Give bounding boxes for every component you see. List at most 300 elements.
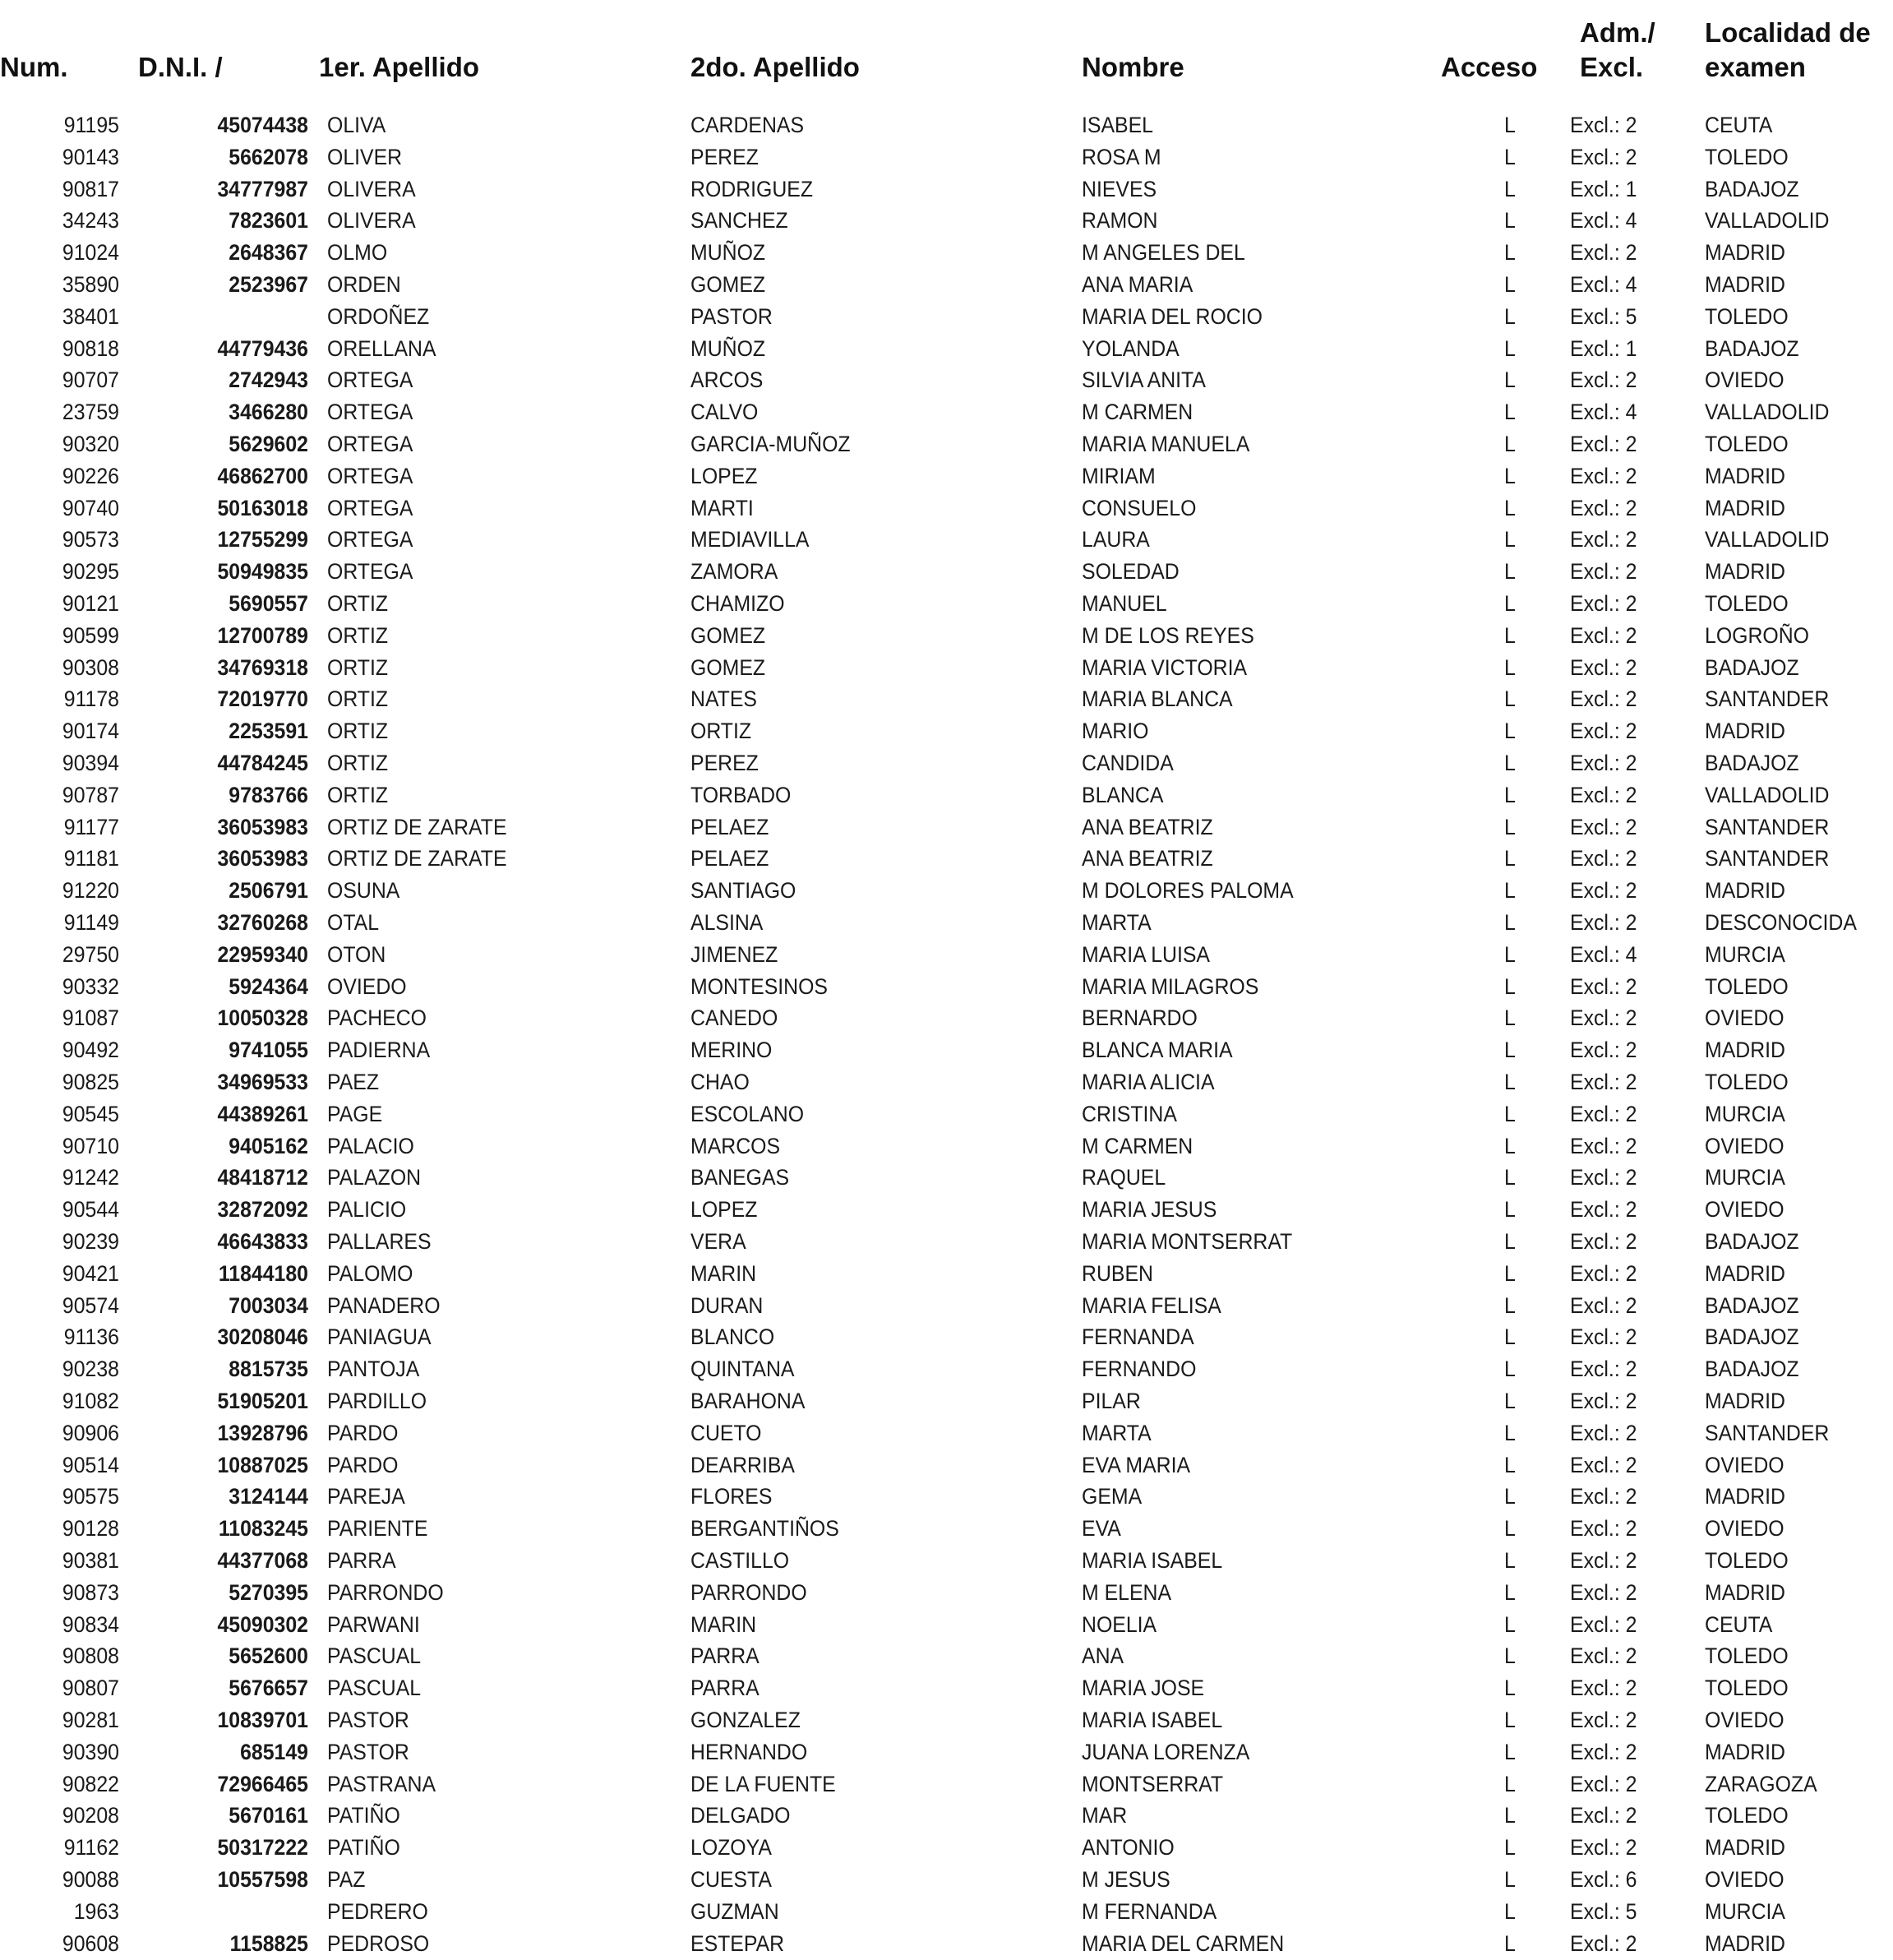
cell-first-surname: ORTIZ: [327, 591, 389, 616]
cell-access: L: [1504, 1389, 1516, 1413]
cell-adm-excl: Excl.: 2: [1570, 1835, 1637, 1861]
cell-exam-location: MADRID: [1705, 878, 1785, 904]
cell-name: FERNANDO: [1082, 1357, 1197, 1382]
cell-num: 90808: [62, 1643, 119, 1669]
cell-second-surname: QUINTANA: [690, 1357, 795, 1382]
cell-name: RAQUEL: [1082, 1165, 1166, 1190]
cell-second-surname: CUETO: [690, 1420, 762, 1445]
table-row: [0, 1832, 1893, 1864]
cell-exam-location: MADRID: [1705, 1389, 1785, 1413]
cell-name: FERNANDA: [1082, 1324, 1194, 1350]
cell-adm-excl: Excl.: 2: [1570, 1070, 1637, 1094]
cell-first-surname: PAGE: [327, 1101, 383, 1126]
cell-num: 90238: [62, 1357, 119, 1382]
cell-second-surname: GOMEZ: [690, 654, 766, 680]
cell-first-surname: ORTIZ DE ZARATE: [327, 846, 507, 871]
table-row: [0, 556, 1893, 588]
cell-name: BLANCA MARIA: [1082, 1038, 1233, 1063]
header-adm-excl-line2: Excl.: [1580, 52, 1644, 82]
cell-exam-location: MADRID: [1705, 719, 1785, 744]
cell-first-surname: PATIÑO: [327, 1803, 400, 1828]
table-row: [0, 1353, 1893, 1385]
cell-adm-excl: Excl.: 2: [1570, 495, 1637, 520]
cell-second-surname: BANEGAS: [690, 1165, 790, 1190]
cell-num: 90320: [62, 432, 119, 456]
table-row: [0, 1449, 1893, 1482]
cell-exam-location: BADAJOZ: [1705, 654, 1799, 680]
cell-num: 90143: [62, 144, 119, 169]
cell-num: 90208: [62, 1803, 119, 1828]
cell-adm-excl: Excl.: 2: [1570, 1579, 1637, 1605]
cell-second-surname: LOZOYA: [690, 1835, 772, 1861]
cell-second-surname: DURAN: [690, 1292, 764, 1318]
cell-name: ANA BEATRIZ: [1082, 814, 1213, 839]
table-row: [0, 1290, 1893, 1322]
cell-access: L: [1504, 463, 1516, 488]
cell-num: 90710: [62, 1133, 119, 1158]
cell-access: L: [1504, 176, 1516, 201]
cell-num: 90740: [62, 495, 119, 520]
cell-access: L: [1504, 1133, 1516, 1158]
cell-access: L: [1504, 782, 1516, 807]
cell-access: L: [1504, 878, 1516, 904]
cell-exam-location: OVIEDO: [1705, 1708, 1784, 1732]
cell-first-surname: ORTIZ: [327, 654, 389, 680]
cell-name: PILAR: [1082, 1389, 1141, 1413]
cell-exam-location: SANTANDER: [1705, 814, 1830, 839]
cell-exam-location: TOLEDO: [1705, 303, 1789, 329]
table-row: [0, 364, 1893, 396]
cell-second-surname: GOMEZ: [690, 622, 766, 648]
cell-exam-location: VALLADOLID: [1705, 400, 1830, 425]
cell-second-surname: MARTI: [690, 495, 754, 520]
table-row: [0, 1417, 1893, 1449]
cell-dni: 22959340: [217, 941, 308, 967]
cell-first-surname: ORTEGA: [327, 527, 413, 552]
cell-exam-location: MURCIA: [1705, 1101, 1785, 1126]
cell-num: 91220: [62, 878, 119, 904]
cell-exam-location: TOLEDO: [1705, 1070, 1789, 1094]
cell-access: L: [1504, 814, 1516, 839]
cell-second-surname: BLANCO: [690, 1324, 775, 1350]
cell-first-surname: ORTEGA: [327, 400, 413, 425]
cell-name: MARIA BLANCA: [1082, 686, 1233, 712]
cell-access: L: [1504, 495, 1516, 520]
cell-adm-excl: Excl.: 2: [1570, 622, 1637, 648]
cell-first-surname: ORTEGA: [327, 559, 413, 585]
cell-adm-excl: Excl.: 1: [1570, 176, 1637, 201]
cell-second-surname: JIMENEZ: [690, 941, 778, 967]
cell-first-surname: PASCUAL: [327, 1676, 422, 1701]
cell-first-surname: ORTIZ: [327, 686, 389, 712]
cell-adm-excl: Excl.: 2: [1570, 782, 1637, 807]
cell-access: L: [1504, 751, 1516, 775]
cell-second-surname: PARRA: [690, 1676, 760, 1701]
cell-exam-location: OVIEDO: [1705, 1133, 1784, 1158]
cell-num: 90574: [62, 1292, 119, 1318]
cell-first-surname: PARRA: [327, 1548, 396, 1573]
cell-num: 23759: [62, 400, 119, 425]
cell-name: SILVIA ANITA: [1082, 368, 1206, 393]
cell-name: M ELENA: [1082, 1579, 1172, 1605]
cell-access: L: [1504, 686, 1516, 712]
cell-adm-excl: Excl.: 2: [1570, 240, 1637, 266]
cell-num: 90308: [62, 654, 119, 680]
table-row: [0, 1896, 1893, 1928]
cell-access: L: [1504, 973, 1516, 999]
cell-first-surname: PAEZ: [327, 1070, 380, 1094]
cell-num: 90787: [62, 782, 119, 807]
cell-first-surname: PADIERNA: [327, 1038, 431, 1063]
table-row: [0, 1481, 1893, 1513]
cell-name: NIEVES: [1082, 176, 1157, 201]
cell-name: SOLEDAD: [1082, 559, 1180, 585]
cell-access: L: [1504, 1260, 1516, 1286]
cell-num: 91181: [63, 846, 119, 871]
cell-name: M ANGELES DEL: [1082, 240, 1245, 266]
cell-exam-location: OVIEDO: [1705, 1516, 1784, 1542]
table-row: [0, 588, 1893, 620]
cell-num: 90544: [62, 1197, 119, 1223]
cell-second-surname: MUÑOZ: [690, 240, 766, 266]
cell-exam-location: CEUTA: [1705, 1611, 1773, 1637]
cell-dni: 7823601: [229, 208, 308, 233]
cell-second-surname: PELAEZ: [690, 846, 769, 871]
cell-first-surname: ORTEGA: [327, 495, 413, 520]
cell-adm-excl: Excl.: 4: [1570, 208, 1637, 233]
cell-exam-location: MURCIA: [1705, 1165, 1785, 1190]
table-row: [0, 141, 1893, 173]
cell-second-surname: CASTILLO: [690, 1548, 790, 1573]
cell-first-surname: PALLARES: [327, 1229, 432, 1254]
cell-second-surname: GOMEZ: [690, 272, 766, 297]
cell-dni: 30208046: [217, 1324, 308, 1350]
cell-access: L: [1504, 1611, 1516, 1637]
cell-name: EVA: [1082, 1516, 1121, 1542]
cell-adm-excl: Excl.: 2: [1570, 1101, 1637, 1126]
cell-access: L: [1504, 272, 1516, 297]
cell-exam-location: OVIEDO: [1705, 1197, 1784, 1223]
cell-first-surname: PALICIO: [327, 1197, 407, 1223]
cell-second-surname: CHAMIZO: [690, 591, 785, 616]
cell-num: 90817: [62, 176, 119, 201]
cell-adm-excl: Excl.: 2: [1570, 1324, 1637, 1350]
table-row: [0, 109, 1893, 141]
cell-first-surname: ORTIZ: [327, 782, 389, 807]
cell-access: L: [1504, 1708, 1516, 1732]
cell-second-surname: NATES: [690, 686, 757, 712]
table-row: [0, 1704, 1893, 1736]
cell-num: 90226: [62, 463, 119, 488]
table-row: [0, 269, 1893, 301]
cell-dni: 32872092: [217, 1197, 308, 1223]
table-row: [0, 779, 1893, 811]
cell-second-surname: ESTEPAR: [690, 1930, 785, 1956]
cell-dni: 50317222: [217, 1835, 308, 1861]
cell-first-surname: PANADERO: [327, 1292, 441, 1318]
cell-dni: 34969533: [217, 1070, 308, 1094]
cell-second-surname: GONZALEZ: [690, 1708, 801, 1732]
table-row: [0, 237, 1893, 269]
cell-second-surname: PARRONDO: [690, 1579, 807, 1605]
cell-name: MARTA: [1082, 1420, 1152, 1445]
cell-first-surname: ORTIZ: [327, 751, 389, 775]
cell-exam-location: TOLEDO: [1705, 1643, 1789, 1669]
cell-second-surname: GUZMAN: [690, 1898, 779, 1924]
cell-exam-location: TOLEDO: [1705, 432, 1789, 456]
cell-dni: 44377068: [217, 1548, 308, 1573]
cell-adm-excl: Excl.: 2: [1570, 1611, 1637, 1637]
cell-first-surname: OSUNA: [327, 878, 400, 904]
cell-first-surname: OLIVERA: [327, 176, 416, 201]
table-row: [0, 811, 1893, 844]
cell-adm-excl: Excl.: 2: [1570, 1452, 1637, 1477]
table-row: [0, 683, 1893, 715]
cell-name: BERNARDO: [1082, 1005, 1198, 1031]
cell-adm-excl: Excl.: 2: [1570, 1292, 1637, 1318]
cell-num: 91178: [63, 686, 119, 712]
table-row: [0, 460, 1893, 492]
cell-name: MARIA MILAGROS: [1082, 973, 1259, 999]
cell-exam-location: LOGROÑO: [1705, 622, 1809, 648]
table-row: [0, 715, 1893, 747]
cell-name: MANUEL: [1082, 591, 1167, 616]
cell-exam-location: OVIEDO: [1705, 1867, 1784, 1892]
table-row: [0, 875, 1893, 907]
cell-name: MARIA ISABEL: [1082, 1708, 1223, 1732]
cell-dni: 5652600: [229, 1643, 308, 1669]
cell-num: 90088: [62, 1867, 119, 1892]
table-row: [0, 1672, 1893, 1704]
cell-access: L: [1504, 400, 1516, 425]
cell-access: L: [1504, 144, 1516, 169]
table-row: [0, 492, 1893, 525]
cell-first-surname: PARIENTE: [327, 1516, 428, 1542]
cell-adm-excl: Excl.: 2: [1570, 751, 1637, 775]
cell-num: 90394: [62, 751, 119, 775]
cell-exam-location: BADAJOZ: [1705, 1292, 1799, 1318]
cell-adm-excl: Excl.: 2: [1570, 686, 1637, 712]
cell-second-surname: CHAO: [690, 1070, 750, 1094]
cell-name: M FERNANDA: [1082, 1898, 1217, 1924]
cell-dni: 44784245: [217, 751, 308, 775]
cell-first-surname: ORELLANA: [327, 335, 436, 361]
table-row: [0, 907, 1893, 939]
cell-num: 90128: [62, 1516, 119, 1542]
cell-name: CANDIDA: [1082, 751, 1174, 775]
cell-dni: 5676657: [229, 1676, 308, 1701]
cell-second-surname: MONTESINOS: [690, 973, 828, 999]
cell-num: 91242: [62, 1165, 119, 1190]
cell-first-surname: OLIVA: [327, 113, 386, 137]
table-row: [0, 1321, 1893, 1353]
header-first-surname: 1er. Apellido: [319, 52, 480, 82]
cell-access: L: [1504, 1452, 1516, 1477]
cell-adm-excl: Excl.: 2: [1570, 1771, 1637, 1796]
cell-access: L: [1504, 654, 1516, 680]
table-row: [0, 1864, 1893, 1896]
cell-adm-excl: Excl.: 5: [1570, 303, 1637, 329]
cell-name: MARIA MANUELA: [1082, 432, 1250, 456]
cell-dni: 50949835: [217, 559, 308, 585]
cell-adm-excl: Excl.: 2: [1570, 1739, 1637, 1764]
cell-exam-location: BADAJOZ: [1705, 1324, 1799, 1350]
cell-exam-location: TOLEDO: [1705, 1803, 1789, 1828]
cell-access: L: [1504, 113, 1516, 137]
cell-second-surname: PEREZ: [690, 144, 759, 169]
cell-adm-excl: Excl.: 2: [1570, 144, 1637, 169]
table-row: [0, 524, 1893, 556]
cell-exam-location: MADRID: [1705, 559, 1785, 585]
header-access: Acceso: [1441, 52, 1538, 82]
cell-first-surname: PASTRANA: [327, 1771, 436, 1796]
cell-name: MARIA LUISA: [1082, 941, 1210, 967]
cell-first-surname: ORDEN: [327, 272, 401, 297]
cell-dni: [145, 301, 308, 333]
table-row: [0, 1768, 1893, 1801]
cell-second-surname: GARCIA-MUÑOZ: [690, 432, 851, 456]
cell-second-surname: PARRA: [690, 1643, 760, 1669]
table-row: [0, 1034, 1893, 1066]
cell-name: MARIO: [1082, 719, 1149, 744]
cell-adm-excl: Excl.: 2: [1570, 910, 1637, 935]
table-row: [0, 428, 1893, 460]
cell-exam-location: MADRID: [1705, 1835, 1785, 1861]
header-name: Nombre: [1082, 52, 1184, 82]
cell-dni: 7003034: [229, 1292, 308, 1318]
cell-first-surname: PARRONDO: [327, 1579, 444, 1605]
cell-name: EVA MARIA: [1082, 1452, 1191, 1477]
cell-exam-location: MADRID: [1705, 1930, 1785, 1956]
cell-exam-location: MADRID: [1705, 1579, 1785, 1605]
cell-access: L: [1504, 1516, 1516, 1542]
cell-num: 90873: [62, 1579, 119, 1605]
cell-first-surname: PARDILLO: [327, 1389, 427, 1413]
cell-name: M DE LOS REYES: [1082, 622, 1254, 648]
table-row: [0, 1640, 1893, 1672]
cell-name: MARIA FELISA: [1082, 1292, 1221, 1318]
cell-access: L: [1504, 1930, 1516, 1956]
cell-name: MARTA: [1082, 910, 1152, 935]
cell-second-surname: MERINO: [690, 1038, 773, 1063]
cell-exam-location: VALLADOLID: [1705, 527, 1830, 552]
cell-dni: 3466280: [229, 400, 308, 425]
cell-second-surname: DEARRIBA: [690, 1452, 796, 1477]
cell-num: 91177: [63, 814, 119, 839]
table-row: [0, 1098, 1893, 1130]
cell-num: 91082: [62, 1389, 119, 1413]
cell-dni: 2253591: [229, 719, 308, 744]
cell-second-surname: MARCOS: [690, 1133, 781, 1158]
cell-dni: 1158825: [229, 1930, 308, 1956]
cell-dni: 72966465: [217, 1771, 308, 1796]
cell-name: MARIA JESUS: [1082, 1197, 1217, 1223]
cell-exam-location: BADAJOZ: [1705, 1229, 1799, 1254]
table-row: [0, 1385, 1893, 1417]
cell-access: L: [1504, 910, 1516, 935]
cell-adm-excl: Excl.: 2: [1570, 591, 1637, 616]
cell-second-surname: ORTIZ: [690, 719, 752, 744]
cell-name: BLANCA: [1082, 782, 1164, 807]
cell-exam-location: MADRID: [1705, 240, 1785, 266]
cell-num: 90575: [62, 1484, 119, 1509]
cell-dni: 44389261: [217, 1101, 308, 1126]
cell-dni: 36053983: [217, 814, 308, 839]
cell-name: ROSA M: [1082, 144, 1161, 169]
header-dni: D.N.I. /: [138, 52, 223, 82]
cell-name: M DOLORES PALOMA: [1082, 878, 1294, 904]
table-row: [0, 1928, 1893, 1960]
cell-access: L: [1504, 1420, 1516, 1445]
cell-first-surname: PARWANI: [327, 1611, 420, 1637]
table-row: [0, 396, 1893, 428]
cell-exam-location: MADRID: [1705, 1739, 1785, 1764]
cell-second-surname: CARDENAS: [690, 113, 805, 137]
cell-name: MARIA DEL ROCIO: [1082, 303, 1263, 329]
cell-access: L: [1504, 591, 1516, 616]
cell-dni: 5629602: [229, 432, 308, 456]
cell-access: L: [1504, 1803, 1516, 1828]
cell-dni: 9783766: [229, 782, 308, 807]
cell-dni: 10557598: [217, 1867, 308, 1892]
cell-second-surname: BERGANTIÑOS: [690, 1516, 839, 1542]
cell-adm-excl: Excl.: 2: [1570, 973, 1637, 999]
cell-access: L: [1504, 719, 1516, 744]
cell-access: L: [1504, 1197, 1516, 1223]
table-row: [0, 1226, 1893, 1258]
cell-name: ISABEL: [1082, 113, 1153, 137]
cell-dni: 32760268: [217, 910, 308, 935]
cell-second-surname: ESCOLANO: [690, 1101, 805, 1126]
cell-first-surname: ORTIZ: [327, 622, 389, 648]
cell-access: L: [1504, 432, 1516, 456]
cell-dni: 5690557: [229, 591, 308, 616]
cell-exam-location: VALLADOLID: [1705, 782, 1830, 807]
table-row: [0, 1513, 1893, 1545]
header-exam-location-line1: Localidad de: [1705, 17, 1871, 48]
cell-adm-excl: Excl.: 2: [1570, 1197, 1637, 1223]
cell-first-surname: PARDO: [327, 1452, 399, 1477]
cell-second-surname: TORBADO: [690, 782, 792, 807]
cell-access: L: [1504, 303, 1516, 329]
table-row: [0, 1577, 1893, 1609]
cell-access: L: [1504, 1005, 1516, 1031]
cell-second-surname: SANTIAGO: [690, 878, 796, 904]
cell-adm-excl: Excl.: 2: [1570, 1038, 1637, 1063]
table-row: [0, 1800, 1893, 1832]
cell-access: L: [1504, 527, 1516, 552]
cell-adm-excl: Excl.: 2: [1570, 1803, 1637, 1828]
cell-adm-excl: Excl.: 2: [1570, 1260, 1637, 1286]
cell-dni: 12755299: [217, 527, 308, 552]
cell-access: L: [1504, 1548, 1516, 1573]
cell-second-surname: HERNANDO: [690, 1739, 808, 1764]
cell-exam-location: TOLEDO: [1705, 144, 1789, 169]
cell-exam-location: OVIEDO: [1705, 1005, 1784, 1031]
cell-second-surname: MARIN: [690, 1260, 757, 1286]
cell-access: L: [1504, 1835, 1516, 1861]
cell-adm-excl: Excl.: 4: [1570, 941, 1637, 967]
cell-adm-excl: Excl.: 2: [1570, 1357, 1637, 1382]
cell-name: M CARMEN: [1082, 1133, 1194, 1158]
cell-exam-location: SANTANDER: [1705, 1420, 1830, 1445]
cell-access: L: [1504, 1898, 1516, 1924]
cell-exam-location: CEUTA: [1705, 113, 1773, 137]
cell-name: ANTONIO: [1082, 1835, 1175, 1861]
cell-num: 91149: [63, 910, 119, 935]
cell-name: JUANA LORENZA: [1082, 1739, 1250, 1764]
cell-first-surname: PALOMO: [327, 1260, 413, 1286]
